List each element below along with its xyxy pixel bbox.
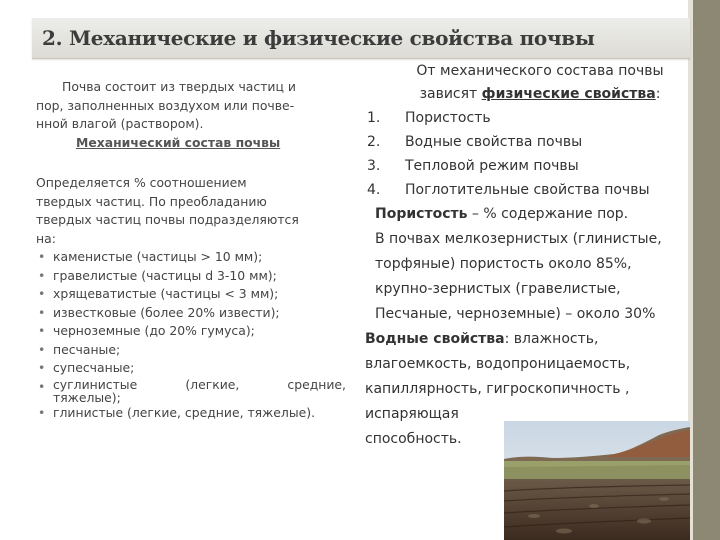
list-item: • хрящеватистые (частицы < 3 мм);	[36, 285, 346, 304]
intro-paragraph	[36, 78, 346, 134]
right-accent-bar	[693, 0, 720, 540]
intro-line: Почва состоит из твердых частиц и	[62, 79, 296, 94]
porosity-paragraph	[365, 202, 695, 327]
list-item: • песчаные;	[36, 341, 346, 360]
porosity-line: Песчаные, черноземные) – около 30%	[375, 306, 656, 322]
list-item	[365, 154, 695, 178]
list-item	[365, 130, 695, 154]
water-line: капиллярность, гигроскопичность ,	[365, 381, 630, 397]
list-item: • глинистые (легкие, средние, тяжелые).	[36, 404, 346, 423]
determination-line: твердых частиц почвы подразделяются	[36, 212, 299, 227]
list-label: Пористость	[405, 110, 491, 126]
list-item	[365, 106, 695, 130]
list-item: • гравелистые (частицы d 3-10 мм);	[36, 267, 346, 286]
determination-line: на:	[36, 230, 56, 246]
water-line: способность.	[365, 431, 462, 447]
list-label: Поглотительные свойства почвы	[405, 182, 650, 198]
water-line: влагоемкость, водопроницаемость,	[365, 356, 631, 372]
water-properties-definition: : влажность,	[504, 331, 599, 347]
list-item: • известковые (более 20% извести);	[36, 304, 346, 323]
determination-line: Определяется % соотношением	[36, 175, 247, 190]
porosity-line: торфяные) пористость около 85%,	[375, 256, 632, 272]
list-item-line: • суглинистые (легкие, средние,	[53, 376, 346, 392]
intro-suffix: :	[655, 86, 661, 102]
determination-paragraph	[36, 174, 346, 248]
porosity-term: Пористость	[375, 206, 468, 222]
mechanical-composition-heading: Механический состав почвы	[76, 134, 281, 150]
determination-line: твердых частиц. По преобладанию	[36, 193, 267, 209]
porosity-line: В почвах мелкозернистых (глинистые,	[375, 231, 662, 247]
properties-intro	[365, 60, 695, 106]
list-item	[36, 378, 346, 404]
intro-line: нной влагой (раствором).	[36, 116, 204, 131]
list-label: Водные свойства почвы	[405, 134, 583, 150]
intro-prefix: зависят	[419, 86, 482, 102]
list-number: 4.	[367, 182, 381, 198]
porosity-line: крупно-зернистых (гравелистые,	[375, 281, 621, 297]
intro-line: пор, заполненных воздухом или почве-	[36, 97, 295, 113]
physical-properties-term: физические свойства	[481, 86, 656, 102]
list-item: • каменистые (частицы > 10 мм);	[36, 248, 346, 267]
water-properties-term: Водные свойства	[365, 331, 505, 347]
list-number: 3.	[367, 158, 381, 174]
list-label: Тепловой режим почвы	[405, 158, 579, 174]
list-item	[365, 178, 695, 202]
slide-title: 2. Механические и физические свойства почвы	[42, 26, 595, 50]
list-number: 2.	[367, 134, 381, 150]
water-line: испаряющая	[365, 406, 459, 422]
intro-line: От механического состава почвы	[416, 63, 664, 79]
list-item-line: тяжелые);	[53, 389, 121, 405]
right-column	[365, 60, 695, 452]
plowed-field-photo	[504, 421, 690, 540]
porosity-definition: – % содержание пор.	[467, 206, 629, 222]
left-column	[36, 78, 346, 422]
properties-list	[365, 106, 695, 202]
list-item: • супесчаные;	[36, 359, 346, 378]
list-number: 1.	[367, 110, 381, 126]
list-item: • черноземные (до 20% гумуса);	[36, 322, 346, 341]
field-photo-svg	[504, 421, 690, 540]
soil-types-list	[36, 248, 346, 422]
